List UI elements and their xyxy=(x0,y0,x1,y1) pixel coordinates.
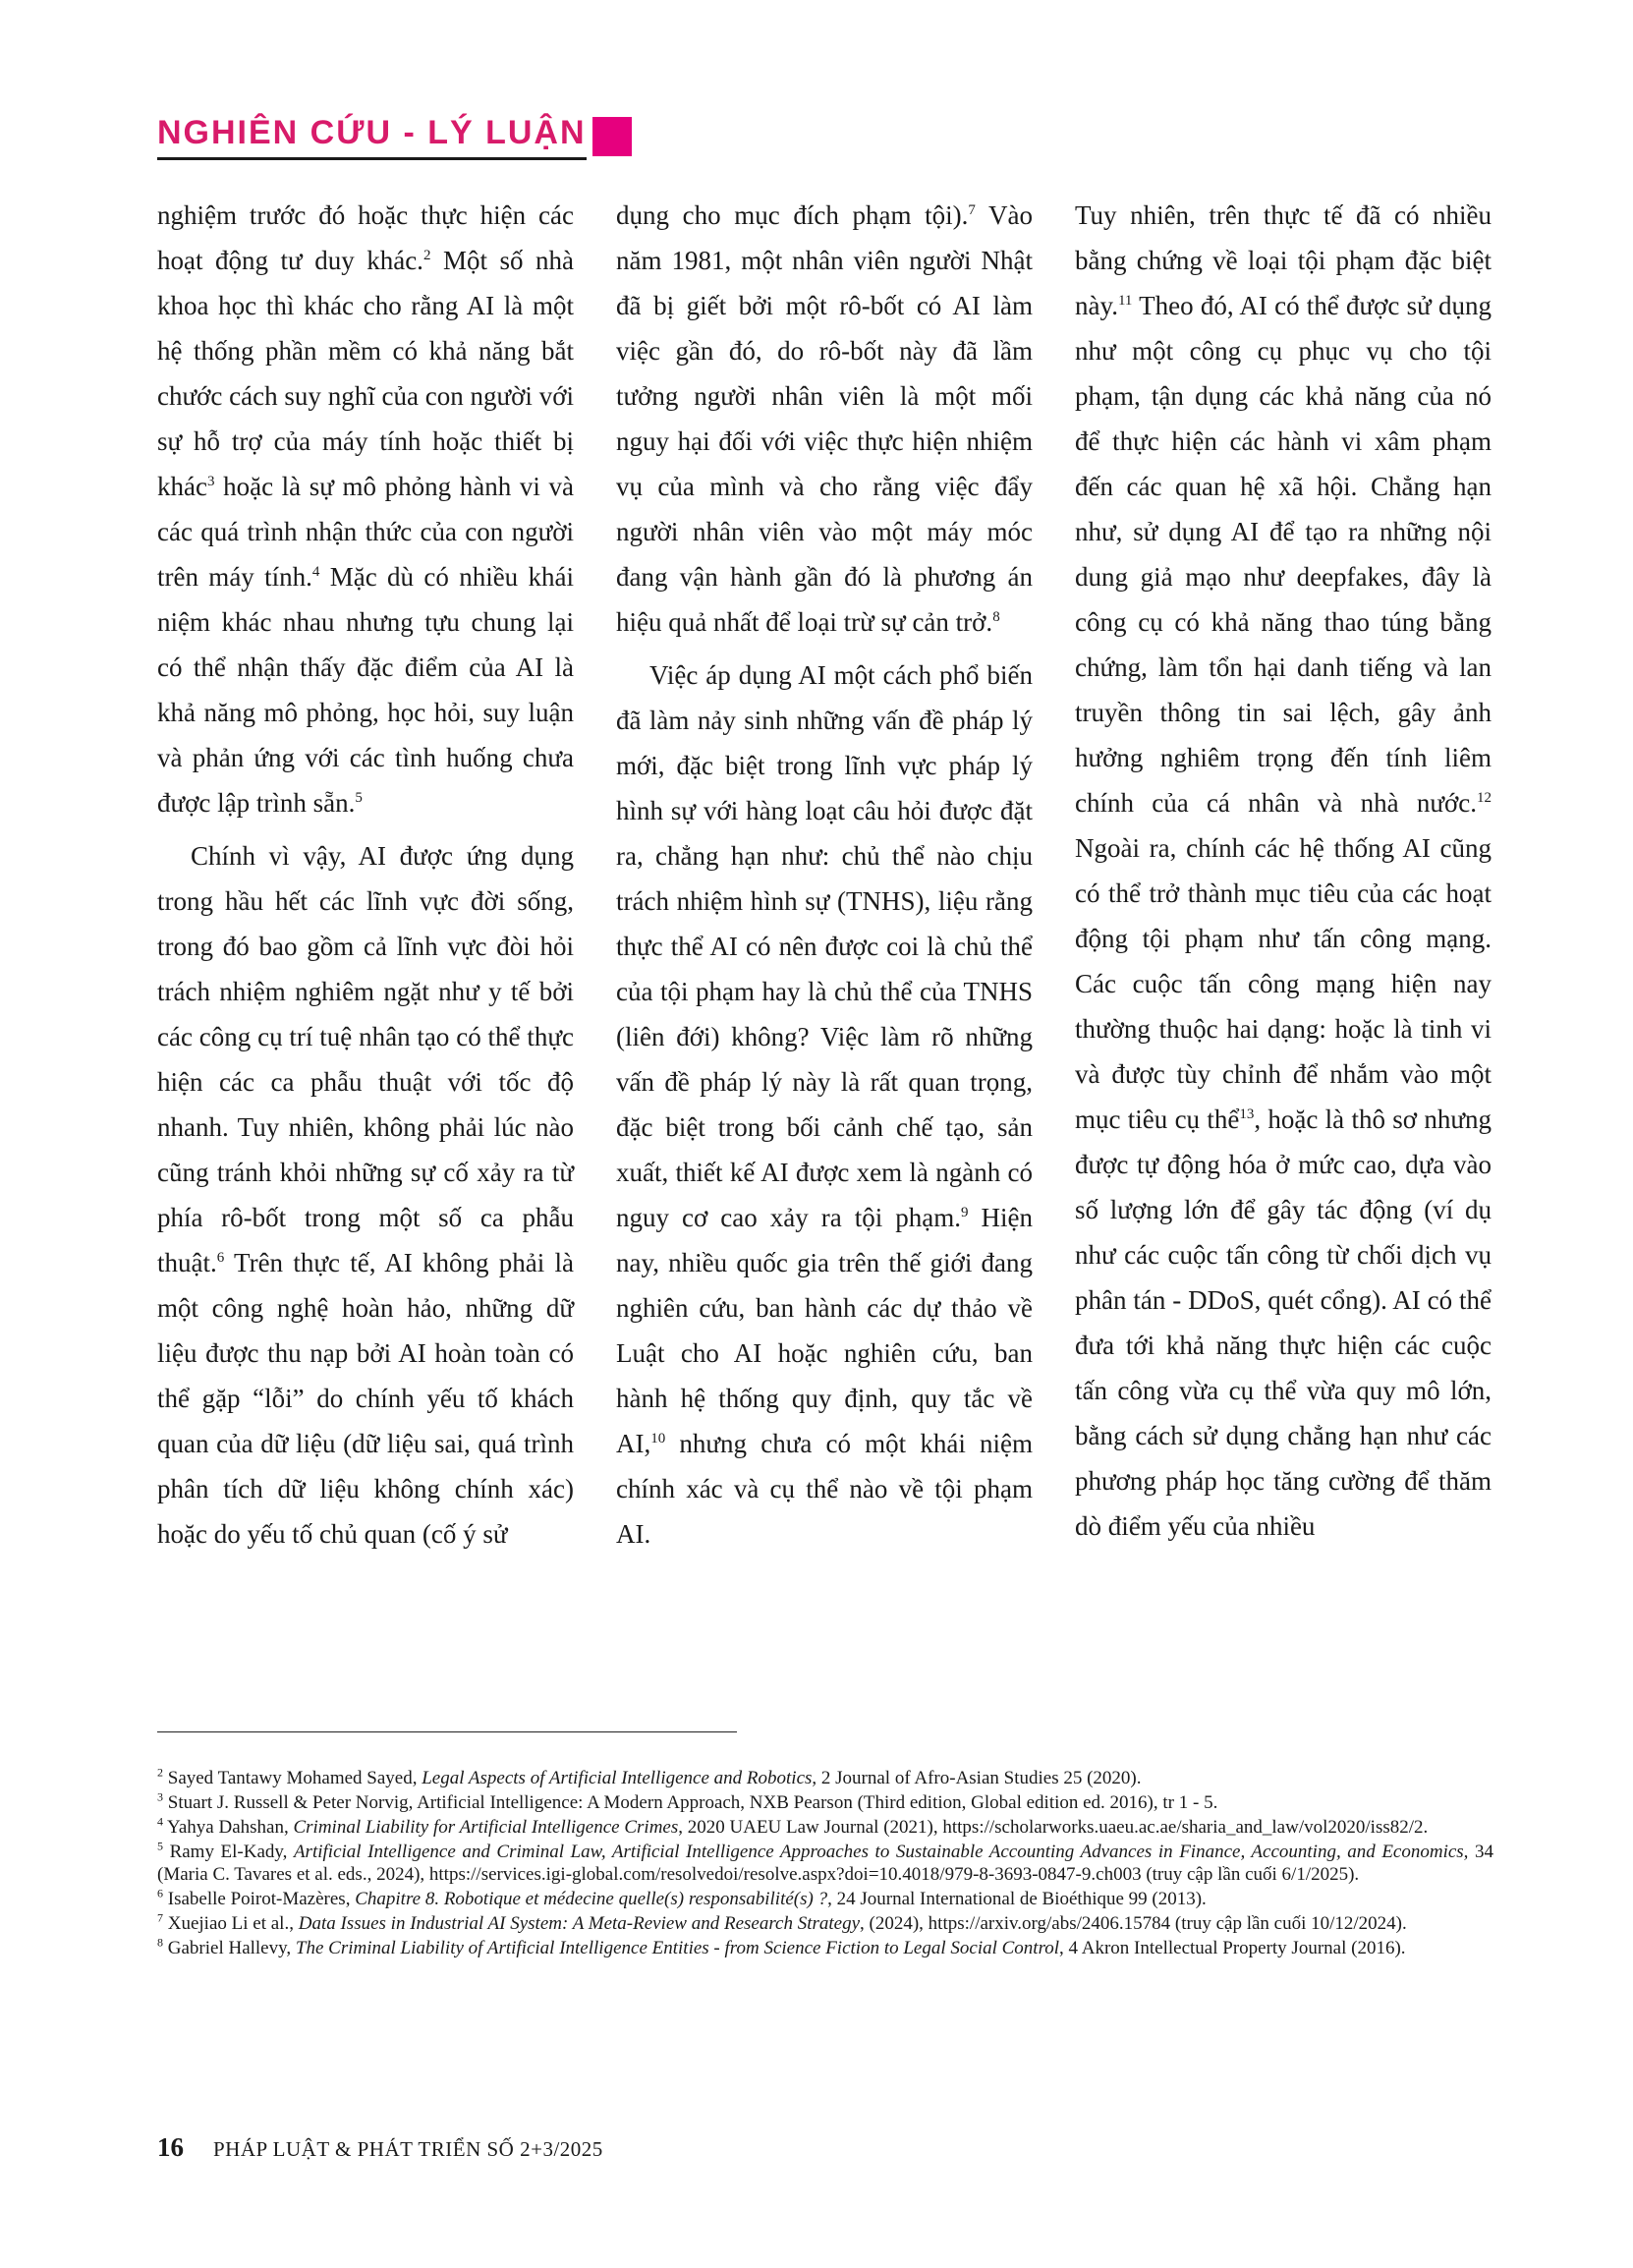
footnote xyxy=(157,1767,1493,1789)
text-column-3 xyxy=(1075,193,1492,1667)
text-run: nghiệm trước đó hoặc thực hiện các hoạt động tư duy khác. xyxy=(157,200,574,275)
text-run: , 24 Journal International de Bioéthique 99 (2013). xyxy=(827,1889,1207,1909)
text-run: , hoặc là thô sơ nhưng được tự động hóa ở mức cao, dựa vào số lượng lớn để gây tác động (ví dụ như các cuộc tấn công từ chối dịch vụ phân tán - DDoS, quét cổng). AI có thể đưa tới khả năng thực hiện các cuộc tấn công vừa cụ thể vừa quy mô lớn, bằng cách sử dụng chẳng hạn như các phương pháp học tăng cường để thăm dò điểm yếu của nhiều xyxy=(1075,1105,1492,1541)
text-run: The Criminal Liability of Artificial Intelligence Entities - from Science Fiction to Legal Social Control xyxy=(295,1938,1060,1958)
text-run: Stuart J. Russell & Peter Norvig, Artificial Intelligence: A Modern Approach, NXB Pearson (Third edition, Global edition ed. 2016), tr 1 - 5. xyxy=(167,1792,1218,1813)
paragraph xyxy=(616,193,1033,645)
text-run: dụng cho mục đích phạm tội). xyxy=(616,200,969,230)
text-run: , 2020 UAEU Law Journal (2021), https://scholarworks.uaeu.ac.ae/sharia_and_law/vol2020/iss82/2. xyxy=(678,1817,1429,1838)
section-title: NGHIÊN CỨU - LÝ LUẬN xyxy=(157,116,587,160)
text-run: hoặc là sự mô phỏng hành vi và các quá trình nhận thức của con người trên máy tính. xyxy=(157,472,574,592)
footnote xyxy=(157,1937,1493,1959)
paragraph xyxy=(616,652,1033,1557)
journal-name: PHÁP LUẬT & PHÁT TRIỂN SỐ 2+3/2025 xyxy=(213,2137,603,2161)
footnote-number: 7 xyxy=(157,1910,163,1925)
footnote-number: 2 xyxy=(157,1765,163,1780)
footnote-ref: 10 xyxy=(650,1431,666,1446)
footnote-ref: 6 xyxy=(216,1250,225,1266)
header-accent-block xyxy=(592,117,632,156)
paragraph xyxy=(1075,193,1492,1549)
text-run: Ngoài ra, chính các hệ thống AI cũng có thể trở thành mục tiêu của các hoạt động tội phạm như tấn công mạng. Các cuộc tấn công mạng hiện nay thường thuộc hai dạng: hoặc là tinh vi và được tùy chỉnh để nhắm vào một mục tiêu cụ thể xyxy=(1075,833,1492,1134)
text-run: Legal Aspects of Artificial Intelligence and Robotics xyxy=(422,1768,813,1788)
text-run: Vào năm 1981, một nhân viên người Nhật đã bị giết bởi một rô-bốt có AI làm việc gần đó, do rô-bốt này đã lầm tưởng người nhân viên là một mối nguy hại đối với việc thực hiện nhiệm vụ của mình và cho rằng việc đẩy người nhân viên vào một máy móc đang vận hành gần đó là phương án hiệu quả nhất để loại trừ sự cản trở. xyxy=(616,200,1034,637)
text-run: Hiện nay, nhiều quốc gia trên thế giới đang nghiên cứu, ban hành các dự thảo về Luật cho AI hoặc nghiên cứu, ban hành hệ thống quy định, quy tắc về AI, xyxy=(616,1203,1033,1458)
text-run: Sayed Tantawy Mohamed Sayed, xyxy=(167,1768,422,1788)
footnote xyxy=(157,1888,1493,1910)
footnote-number: 8 xyxy=(157,1935,163,1950)
footnote-ref: 12 xyxy=(1477,790,1492,806)
text-run: Data Issues in Industrial AI System: A Meta-Review and Research Strategy xyxy=(298,1913,861,1934)
footnotes xyxy=(157,1767,1493,1961)
text-run: Trên thực tế, AI không phải là một công nghệ hoàn hảo, những dữ liệu được thu nạp bởi AI hoàn toàn có thể gặp “lỗi” do chính yếu tố khách quan của dữ liệu (dữ liệu sai, quá trình phân tích dữ liệu không chính xác) hoặc do yếu tố chủ quan (cố ý sử xyxy=(157,1248,574,1549)
footnote xyxy=(157,1912,1493,1935)
text-run: , (2024), https://arxiv.org/abs/2406.15784 (truy cập lần cuối 10/12/2024). xyxy=(860,1913,1407,1934)
text-run: Mặc dù có nhiều khái niệm khác nhau nhưng tựu chung lại có thể nhận thấy đặc điểm của AI là khả năng mô phỏng, học hỏi, suy luận và phản ứng với các tình huống chưa được lập trình sẵn. xyxy=(157,562,574,818)
footnote-ref: 4 xyxy=(311,564,320,580)
footnote-ref: 5 xyxy=(355,790,363,806)
paragraph xyxy=(157,833,574,1557)
footnote xyxy=(157,1791,1493,1814)
page-footer xyxy=(157,2132,603,2163)
footnote-number: 3 xyxy=(157,1789,163,1804)
page-number: 16 xyxy=(157,2132,184,2162)
footnote-ref: 3 xyxy=(206,474,215,489)
footnote-number: 6 xyxy=(157,1886,163,1900)
paragraph xyxy=(157,193,574,825)
footnote xyxy=(157,1841,1493,1886)
footnote-ref: 11 xyxy=(1117,293,1133,309)
text-run: Một số nhà khoa học thì khác cho rằng AI là một hệ thống phần mềm có khả năng bắt chước cách suy nghĩ của con người với sự hỗ trợ của máy tính hoặc thiết bị khác xyxy=(157,246,575,501)
footnote-ref: 9 xyxy=(961,1205,969,1220)
text-run: Criminal Liability for Artificial Intelligence Crimes xyxy=(293,1817,679,1838)
text-run: Việc áp dụng AI một cách phổ biến đã làm nảy sinh những vấn đề pháp lý mới, đặc biệt trong lĩnh vực pháp lý hình sự với hàng loạt câu hỏi được đặt ra, chẳng hạn như: chủ thể nào chịu trách nhiệm hình sự (TNHS), liệu rằng thực thể AI có nên được coi là chủ thể của tội phạm hay là chủ thể của TNHS (liên đới) không? Việc làm rõ những vấn đề pháp lý này là rất quan trọng, đặc biệt trong bối cảnh chế tạo, sản xuất, thiết kế AI được xem là ngành có nguy cơ cao xảy ra tội phạm. xyxy=(616,660,1033,1232)
text-run: Gabriel Hallevy, xyxy=(167,1938,296,1958)
text-run: Theo đó, AI có thể được sử dụng như một công cụ phục vụ cho tội phạm, tận dụng các khả năng của nó để thực hiện các hành vi xâm phạm đến các quan hệ xã hội. Chẳng hạn như, sử dụng AI để tạo ra những nội dung giả mạo như deepfakes, đây là công cụ có khả năng thao túng bằng chứng, làm tổn hại danh tiếng và lan truyền thông tin sai lệch, gây ảnh hưởng nghiêm trọng đến tính liêm chính của cá nhân và nhà nước. xyxy=(1075,291,1492,818)
footnote-ref: 8 xyxy=(992,609,1000,625)
footnote-number: 5 xyxy=(157,1839,163,1853)
article-body xyxy=(157,193,1493,1667)
footnote-ref: 7 xyxy=(968,202,976,218)
footnote-rule xyxy=(157,1731,737,1732)
text-column-2 xyxy=(616,193,1033,1667)
text-run: Isabelle Poirot-Mazères, xyxy=(167,1889,356,1909)
text-column-1 xyxy=(157,193,574,1667)
text-run: , 2 Journal of Afro-Asian Studies 25 (2020). xyxy=(812,1768,1142,1788)
footnote-number: 4 xyxy=(157,1814,163,1829)
text-run: Yahya Dahshan, xyxy=(167,1817,294,1838)
text-run: Ramy El-Kady, xyxy=(169,1842,294,1862)
text-run: Tuy nhiên, trên thực tế đã có nhiều bằng chứng về loại tội phạm đặc biệt này. xyxy=(1075,200,1492,320)
section-header xyxy=(157,116,632,160)
text-run: Chapitre 8. Robotique et médecine quelle(s) responsabilité(s) ? xyxy=(355,1889,828,1909)
footnote-ref: 13 xyxy=(1239,1106,1255,1122)
text-run: , 4 Akron Intellectual Property Journal (2016). xyxy=(1059,1938,1406,1958)
footnote xyxy=(157,1816,1493,1839)
text-run: Artificial Intelligence and Criminal Law, Artificial Intelligence Approaches to Sustainable Accounting Advances in Finance, Accounting, and Economics, xyxy=(293,1842,1469,1862)
text-run: nhưng chưa có một khái niệm chính xác và cụ thể nào về tội phạm AI. xyxy=(616,1429,1033,1549)
footnote-ref: 2 xyxy=(422,248,431,263)
text-run: Chính vì vậy, AI được ứng dụng trong hầu hết các lĩnh vực đời sống, trong đó bao gồm cả lĩnh vực đòi hỏi trách nhiệm nghiêm ngặt như y tế bởi các công cụ trí tuệ nhân tạo có thể thực hiện các ca phẫu thuật với tốc độ nhanh. Tuy nhiên, không phải lúc nào cũng tránh khỏi những sự cố xảy ra từ phía rô-bốt trong một số ca phẫu thuật. xyxy=(157,841,574,1277)
text-run: 34 (Maria C. Tavares et al. eds., 2024), https://services.igi-global.com/resolvedoi/resolve.aspx?doi=10.4018/979-8-3693-0847-9.ch003 (truy cập lần cuối 6/1/2025). xyxy=(157,1842,1493,1885)
text-run: Xuejiao Li et al., xyxy=(167,1913,299,1934)
